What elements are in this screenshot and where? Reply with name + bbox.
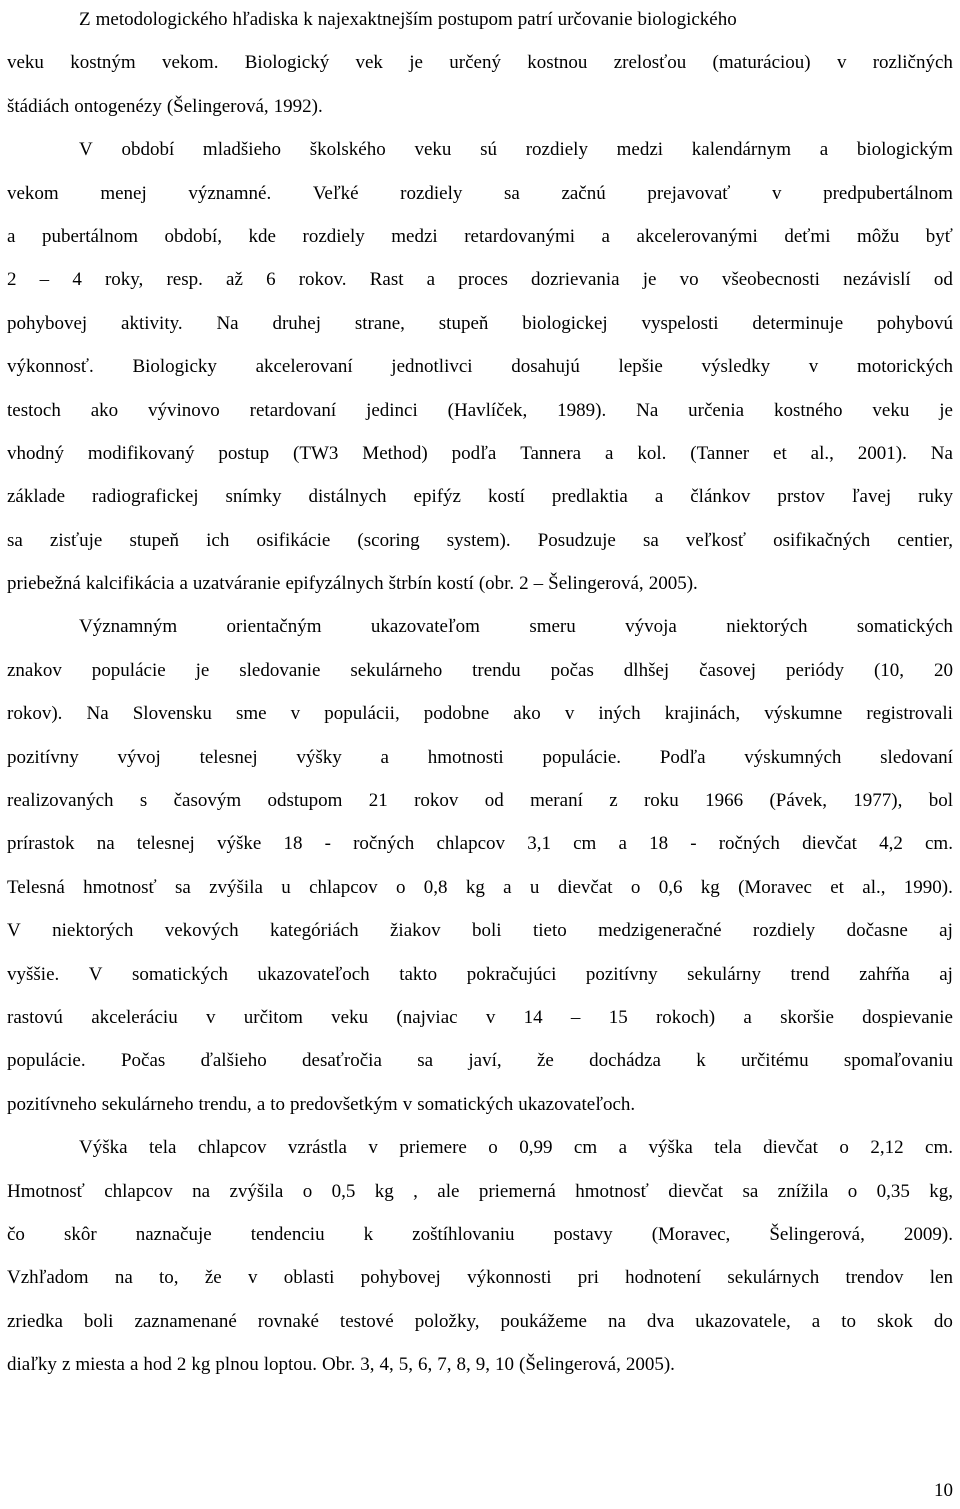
text-line: veku kostným vekom. Biologický vek je určený kostnou zrelosťou (maturáciou) v rozličných: [7, 52, 953, 74]
text-line: populácie. Počas ďalšieho desaťročia sa javí, že dochádza k určitému spomaľovaniu: [7, 1050, 953, 1072]
text-line: diaľky z miesta a hod 2 kg plnou loptou. Obr. 3, 4, 5, 6, 7, 8, 9, 10 (Šelingerová, 2005).: [7, 1354, 675, 1376]
text-line: vhodný modifikovaný postup (TW3 Method) podľa Tannera a kol. (Tanner et al., 2001). Na: [7, 442, 953, 464]
text-line: rastovú akceleráciu v určitom veku (najviac v 14 – 15 rokoch) a skoršie dospievanie: [7, 1006, 953, 1028]
text-line: 2 – 4 roky, resp. až 6 rokov. Rast a proces dozrievania je vo všeobecnosti nezávislí od: [7, 269, 953, 291]
text-line: výkonnosť. Biologicky akcelerovaní jednotlivci dosahujú lepšie výsledky v motorických: [7, 356, 953, 378]
text-line: a pubertálnom období, kde rozdiely medzi retardovanými a akcelerovanými deťmi môžu byť: [7, 225, 953, 247]
text-line: znakov populácie je sledovanie sekulárneho trendu počas dlhšej časovej periódy (10, 20: [7, 659, 953, 681]
text-line: Z metodologického hľadiska k najexaktnejším postupom patrí určovanie biologického: [79, 9, 737, 30]
document-page: [7, 0, 953, 1509]
text-line: rokov). Na Slovensku sme v populácii, podobne ako v iných krajinách, výskumne registrovali: [7, 703, 953, 725]
text-line: pozitívny vývoj telesnej výšky a hmotnosti populácie. Podľa výskumných sledovaní: [7, 746, 953, 768]
text-line: Vzhľadom na to, že v oblasti pohybovej výkonnosti pri hodnotení sekulárnych trendov len: [7, 1267, 953, 1289]
text-line: základe radiografickej snímky distálnych epifýz kostí predlaktia a článkov prstov ľavej ruky: [7, 486, 953, 508]
text-line: pozitívneho sekulárneho trendu, a to predovšetkým v somatických ukazovateľoch.: [7, 1093, 636, 1115]
text-line: realizovaných s časovým odstupom 21 rokov od meraní z roku 1966 (Pávek, 1977), bol: [7, 790, 953, 812]
text-line: Hmotnosť chlapcov na zvýšila o 0,5 kg , ale priemerná hmotnosť dievčat sa znížila o 0,35 kg,: [7, 1180, 953, 1202]
text-line: Telesná hmotnosť sa zvýšila u chlapcov o 0,8 kg a u dievčat o 0,6 kg (Moravec et al., 1990).: [7, 876, 953, 898]
text-line: Výška tela chlapcov vzrástla v priemere o 0,99 cm a výška tela dievčat o 2,12 cm.: [79, 1137, 953, 1159]
text-line: vekom menej významné. Veľké rozdiely sa začnú prejavovať v predpubertálnom: [7, 182, 953, 204]
text-line: pohybovej aktivity. Na druhej strane, stupeň biologickej vyspelosti determinuje pohybovú: [7, 312, 953, 334]
text-line: zriedka boli zaznamenané rovnaké testové položky, poukážeme na dva ukazovatele, a to skok do: [7, 1310, 953, 1332]
page-number: 10: [934, 1480, 953, 1501]
text-line: V období mladšieho školského veku sú rozdiely medzi kalendárnym a biologickým: [79, 139, 953, 161]
text-line: Významným orientačným ukazovateľom smeru vývoja niektorých somatických: [79, 616, 953, 638]
text-line: sa zisťuje stupeň ich osifikácie (scoring system). Posudzuje sa veľkosť osifikačných centier,: [7, 529, 953, 551]
text-line: prírastok na telesnej výške 18 - ročných chlapcov 3,1 cm a 18 - ročných dievčat 4,2 cm.: [7, 833, 953, 855]
text-line: štádiách ontogenézy (Šelingerová, 1992).: [7, 95, 323, 117]
text-line: čo skôr naznačuje tendenciu k zoštíhlovaniu postavy (Moravec, Šelingerová, 2009).: [7, 1223, 953, 1245]
text-line: V niektorých vekových kategóriách žiakov boli tieto medzigeneračné rozdiely dočasne aj: [7, 920, 953, 942]
text-line: testoch ako vývinovo retardovaní jedinci (Havlíček, 1989). Na určenia kostného veku je: [7, 399, 953, 421]
text-line: priebežná kalcifikácia a uzatváranie epifyzálnych štrbín kostí (obr. 2 – Šelingerová, 2005).: [7, 573, 698, 595]
body-text: [7, 0, 953, 1387]
text-line: vyššie. V somatických ukazovateľoch takto pokračujúci pozitívny sekulárny trend zahŕňa aj: [7, 963, 953, 985]
